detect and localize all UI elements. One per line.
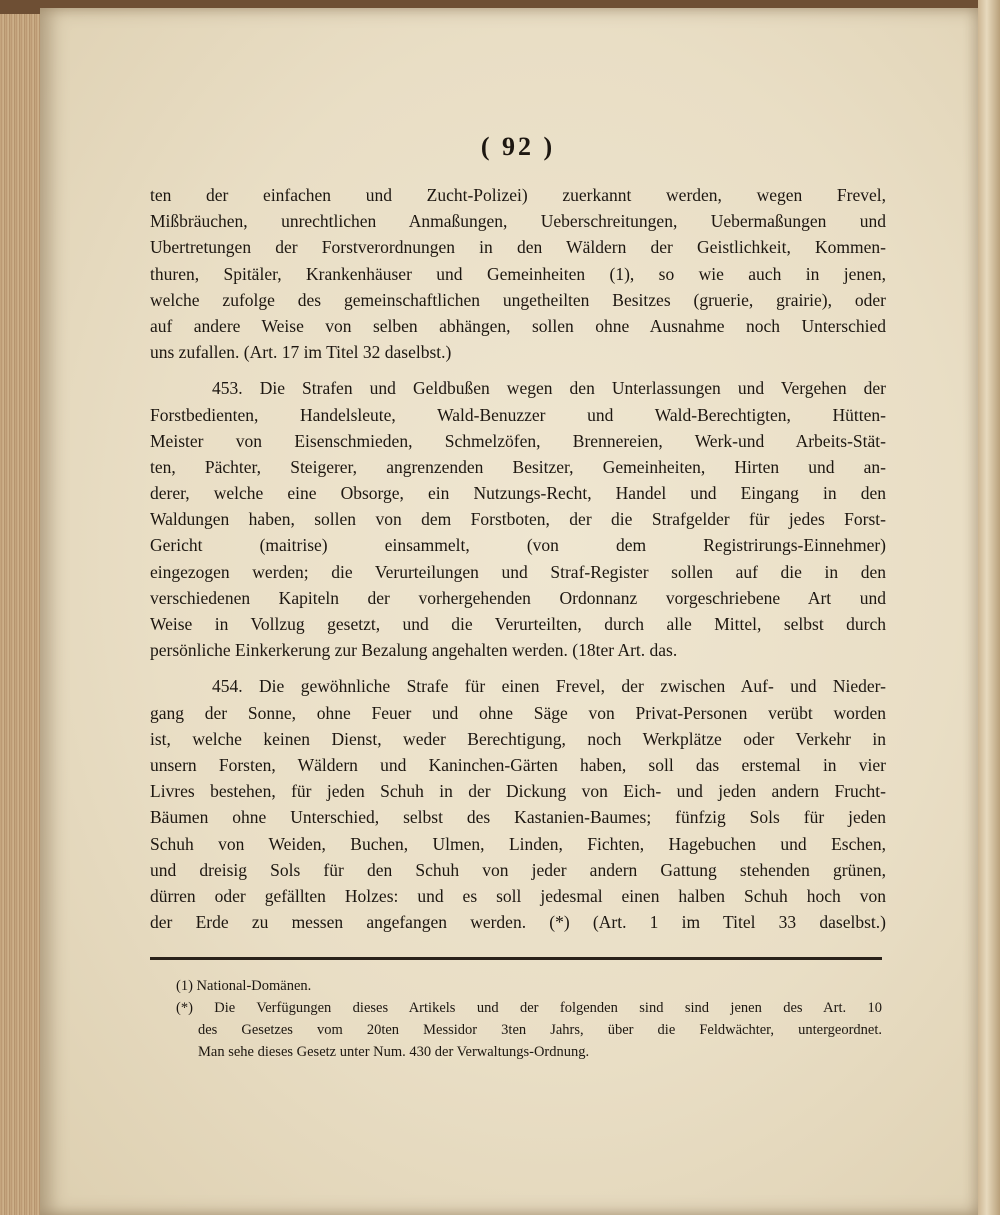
text-line: auf andere Weise von selben abhängen, sollen ohne Ausnahme noch Unterschied [150, 315, 886, 336]
paragraph-gap [150, 365, 886, 375]
page-number: ( 92 ) [480, 132, 556, 161]
text-line: welche zufolge des gemeinschaftlichen ungetheilten Besitzes (gruerie, grairie), oder [150, 289, 886, 310]
footnote-1: (1) National-Domänen. [176, 978, 312, 994]
text-line: eingezogen werden; die Verurteilungen und Straf-Register sollen auf die in den [150, 561, 886, 582]
text-line: persönliche Einkerkerung zur Bezalung angehalten werden. (18ter Art. das. [150, 640, 678, 661]
text-line: Waldungen haben, sollen von dem Forstboten, der die Strafgelder für jedes Forst- [150, 509, 886, 530]
paragraph-454-start: 454. Die gewöhnliche Strafe für einen Frevel, der zwischen Auf- und Nieder- [212, 676, 886, 697]
text-line: dürren oder gefällten Holzes: und es soll jedesmal einen halben Schuh hoch von [150, 885, 886, 906]
text-line: und dreisig Sols für den Schuh von jeder andern Gattung stehenden grünen, [150, 859, 886, 880]
main-text [150, 132, 886, 935]
text-line: ten der einfachen und Zucht-Polizei) zuerkannt werden, wegen Frevel, [150, 185, 886, 205]
text-line: gang der Sonne, ohne Feuer und ohne Säge von Privat-Personen verübt worden [150, 702, 886, 723]
page-stack-edge [0, 14, 44, 1215]
text-line: verschiedenen Kapiteln der vorhergehenden Ordonnanz vorgeschriebene Art und [150, 587, 886, 608]
text-line: Forstbedienten, Handelsleute, Wald-Benuzzer und Wald-Berechtigten, Hütten- [150, 404, 886, 425]
text-line: thuren, Spitäler, Krankenhäuser und Gemeinheiten (1), so wie auch in jenen, [150, 263, 886, 284]
footnotes [176, 975, 882, 1063]
text-line: uns zufallen. (Art. 17 im Titel 32 daselbst.) [150, 342, 452, 363]
paragraph-453-start: 453. Die Strafen und Geldbußen wegen den Unterlassungen und Vergehen der [212, 378, 886, 399]
text-line: der Erde zu messen angefangen werden. (*) (Art. 1 im Titel 33 daselbst.) [150, 912, 886, 933]
paragraph-gap [150, 663, 886, 673]
text-line: derer, welche eine Obsorge, ein Nutzungs-Recht, Handel und Eingang in den [150, 483, 886, 504]
text-line: Ubertretungen der Forstverordnungen in den Wäldern der Geistlichkeit, Kommen- [150, 237, 886, 258]
text-line: Schuh von Weiden, Buchen, Ulmen, Linden, Fichten, Hagebuchen und Eschen, [150, 833, 886, 854]
text-line: Mißbräuchen, unrechtlichen Anmaßungen, Ueberschreitungen, Uebermaßungen und [150, 211, 886, 232]
text-line: Bäumen ohne Unterschied, selbst des Kastanien-Baumes; fünfzig Sols für jeden [150, 807, 886, 828]
text-line: ist, welche keinen Dienst, weder Berechtigung, noch Werkplätze oder Verkehr in [150, 728, 886, 749]
facing-page-edge [978, 0, 1000, 1215]
text-line: unsern Forsten, Wäldern und Kaninchen-Gärten haben, soll das erstemal in vier [150, 754, 886, 775]
footnote-star: (*) Die Verfügungen dieses Artikels und der folgenden sind sind jenen des Art. 10 [176, 1000, 882, 1016]
text-line: Meister von Eisenschmieden, Schmelzöfen, Brennereien, Werk-und Arbeits-Stät- [150, 430, 886, 451]
footnote-divider [150, 957, 882, 960]
footnote-star-line: des Gesetzes vom 20ten Messidor 3ten Jahrs, über die Feldwächter, untergeordnet. [198, 1022, 882, 1038]
text-line: Weise in Vollzug gesetzt, und die Verurteilten, durch alle Mittel, selbst durch [150, 614, 886, 634]
text-line: ten, Pächter, Steigerer, angrenzenden Besitzer, Gemeinheiten, Hirten und an- [150, 456, 886, 477]
text-line: Gericht (maitrise) einsammelt, (von dem Registrirungs-Einnehmer) [150, 535, 886, 556]
text-line: Livres bestehen, für jeden Schuh in der Dickung von Eich- und jeden andern Frucht- [150, 781, 886, 802]
footnote-star-line: Man sehe dieses Gesetz unter Num. 430 der Verwaltungs-Ordnung. [198, 1044, 590, 1060]
